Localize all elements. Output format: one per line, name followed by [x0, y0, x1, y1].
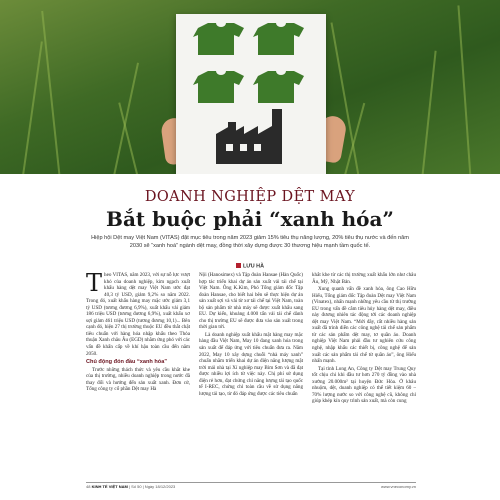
dropcap: T: [86, 272, 103, 297]
author-mark-icon: [236, 263, 241, 268]
factory-icon: [216, 109, 282, 164]
issue-info: | Số 50 | Ngày 18/12/2023: [128, 484, 176, 489]
paragraph: Là doanh nghiệp xuất khẩu mặt hàng may mặc hàng đầu Việt Nam, May 10 đang xanh hóa trong sản xuất để đáp ứng với tiêu chuẩn đưa ra. Năm 2022, May 10 xây dựng chuỗi “nhà máy xanh” chuẩn nhằm triển khai dự án điện năng lượng mặt trời mái nhà tại Xí nghiệp may Bìm Sơn và đã đạt được nhiều lợi ích từ việc này. Chị phí sử dụng điện rẻ hơn, đạt chứng chỉ năng lượng tái tạo quốc tế I-REC, chứng chỉ toàn cầu về sử dụng năng lượng tái tạo, từ đó đáp ứng được các tiêu chuẩn: [199, 331, 303, 397]
author-byline: [0, 263, 500, 270]
hero-photo: [0, 0, 500, 186]
article-title: Bắt buộc phải “xanh hóa”: [106, 207, 394, 231]
tshirt-icon: [193, 71, 244, 103]
column-1: [86, 272, 190, 480]
paper-card: [176, 14, 326, 174]
article-lead: Hiệp hội Dệt may Việt Nam (VITAS) đặt mục tiêu trong năm 2023 giảm 15% tiêu thụ năng lượng, 20% tiêu thụ nước và đến năm 2030 sẽ “xanh hoá” ngành dệt may, đồng thời xây dựng được 30 thương hiệu mạnh tầm quốc tế.: [91, 235, 409, 249]
page-number: 48: [86, 484, 91, 489]
paragraph: Trước những thách thức và yêu cầu khắt khe của thị trường, nhiều doanh nghiệp trong nước đã thay đổi và hướng đến sản xuất xanh. Đơn cử, Tổng công ty cổ phần Dệt may Hà: [86, 366, 190, 393]
magazine-name: KINH TẾ VIỆT NAM: [91, 484, 128, 489]
paragraph: Xung quanh vấn đề xanh hóa, ông Cao Hữu Hiếu, Tổng giám đốc Tập đoàn Dệt may Việt Nam (Vinatex), nhấn mạnh những yêu cầu từ thị trường EU trong vấn đề cắm tiêu hủy hàng dệt may, điều này đương nhiên tác động tới các doanh nghiệp dệt may Việt Nam. “Mới đây, rất nhiều hàng sản xuất đã trình diễn các công nghệ tái chế sản phẩm từ các sản phẩm dệt may, tơ quần áo. Doanh nghiệp Việt Nam phải đầu tư nghiên cứu công nghệ, nhập khẩu các thiết bị, công nghệ để sản xuất các sản phẩm tái chế từ quần áo”, ông Hiếu nhấn mạnh.: [312, 286, 416, 365]
website-url: www.vneconomy.vn: [380, 484, 416, 489]
article-kicker: DOANH NGHIỆP DỆT MAY: [144, 189, 356, 205]
paragraph: Tại tỉnh Long An, Công ty Dệt may Trung Quy tốt chịu chi khi đầu tư hơn 270 tỷ đồng vào nhà xưởng 20.000m² tại huyện Đức Hòa. Ở khâu nhuộm, dệt, doanh nghiệp có thể tiết kiệm 60 – 70% lượng nước so với công nghệ cũ, không chỉ giúp khép kín quy trình sản xuất, mà còn cung: [312, 365, 416, 405]
tshirt-icon: [253, 23, 304, 55]
paragraph: khắt khe từ các thị trường xuất khẩu lớn như châu Âu, Mỹ, Nhật Bản.: [312, 272, 416, 285]
page-footer: [86, 482, 416, 491]
paragraph: Nội (Hanosimex) và Tập đoàn Hansae (Hàn Quốc) hợp tác triển khai dự án sản xuất vải tái chế tại Việt Nam. Ông K.Kim, Phó Tổng giám đốc Tập đoàn Hansae, cho biết hai bên sẽ thực hiện dự án sản xuất sợi và vải từ xơ tái chế tại Việt Nam, toàn bộ sản phẩm từ nhà máy sẽ được xuất khẩu sang EU. Dự kiến, khoảng 4.000 tấn vải tái chế dành cho thị trường EU sẽ được đưa vào sản xuất trong thời gian tới.: [199, 272, 303, 331]
tshirt-icon: [193, 23, 244, 55]
column-2: [199, 272, 303, 480]
footer-left: [86, 484, 175, 489]
section-subhead: Chủ động đón đầu “xanh hóa”: [86, 359, 168, 366]
article-body: [86, 272, 416, 480]
column-3: [312, 272, 416, 480]
tshirt-icon: [253, 71, 304, 103]
paragraph: Theo VITAS, năm 2023, với sự nỗ lực vượt khó của doanh nghiệp, kim ngạch xuất khẩu hàng dệt may Việt Nam ước đạt 40,3 tỷ USD, giảm 9,2% so năm 2022. Trong đó, xuất khẩu hàng may mặc ước giảm 3,1 tỷ USD (tương đương 6,9%), xuất khẩu vải giảm 186 triệu USD (tương đương 6,9%), xuất khẩu xơ sợi giảm 461 triệu USD (tương đương 10,1)... Bên cạnh đó, hiện 27 thị trường thuộc EU đều thắt chặt tiêu chuẩn với hàng hóa nhập khẩu theo Thỏa thuận Xanh châu Âu (EGD) nhằm ứng phó với các vấn đề khẩn cấp về khí hậu toàn cầu đến năm 2050.: [86, 272, 190, 357]
author-name: LƯU HÀ: [243, 263, 264, 270]
